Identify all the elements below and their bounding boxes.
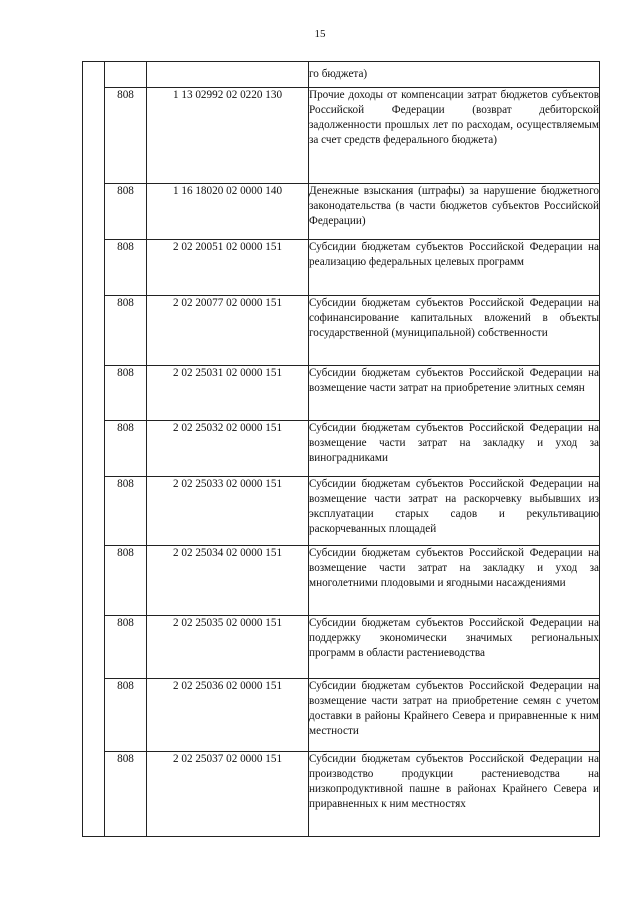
table-row: [83, 421, 600, 477]
page-number: 15: [314, 28, 326, 40]
table-row: [83, 752, 600, 837]
table-row: [83, 88, 600, 184]
revenue-code-cell: 2 02 25035 02 0000 151: [147, 616, 309, 679]
description-cell: Субсидии бюджетам субъектов Российской Федерации на возмещение части затрат на раскорчевку выбывших из эксплуатации старых садов и рекультивацию раскорчеванных площадей: [309, 477, 600, 546]
description-cell: Прочие доходы от компенсации затрат бюджетов субъектов Российской Федерации (возврат дебиторской задолженности прошлых лет по расходам, осуществляемым за счет средств федерального бюджета): [309, 88, 600, 184]
description-cell: Субсидии бюджетам субъектов Российской Федерации на возмещение части затрат на закладку и уход за виноградниками: [309, 421, 600, 477]
admin-code-cell: 808: [105, 184, 147, 240]
description-cell: Субсидии бюджетам субъектов Российской Федерации на возмещение части затрат на приобретение элитных семян: [309, 366, 600, 421]
table-row: [83, 240, 600, 296]
revenue-code-cell: 2 02 20051 02 0000 151: [147, 240, 309, 296]
description-cell: го бюджета): [309, 62, 600, 88]
admin-code-cell: 808: [105, 421, 147, 477]
admin-code-cell: [105, 62, 147, 88]
table-row-continuation: [83, 62, 600, 88]
table-row: [83, 546, 600, 616]
description-cell: Субсидии бюджетам субъектов Российской Федерации на возмещение части затрат на приобретение семян с учетом доставки в районы Крайнего Севера и приравненные к ним местности: [309, 679, 600, 752]
table-row: [83, 366, 600, 421]
revenue-code-cell: 2 02 25032 02 0000 151: [147, 421, 309, 477]
admin-code-cell: 808: [105, 296, 147, 366]
revenue-code-cell: 2 02 25037 02 0000 151: [147, 752, 309, 837]
admin-code-cell: 808: [105, 240, 147, 296]
table-row: [83, 184, 600, 240]
description-cell: Субсидии бюджетам субъектов Российской Федерации на реализацию федеральных целевых программ: [309, 240, 600, 296]
revenue-code-cell: [147, 62, 309, 88]
description-cell: Субсидии бюджетам субъектов Российской Федерации на поддержку экономически значимых региональных программ в области растениеводства: [309, 616, 600, 679]
admin-code-cell: 808: [105, 546, 147, 616]
table-row: [83, 616, 600, 679]
admin-code-cell: 808: [105, 752, 147, 837]
table-row: [83, 477, 600, 546]
revenue-code-cell: 2 02 25033 02 0000 151: [147, 477, 309, 546]
revenue-code-cell: 2 02 25034 02 0000 151: [147, 546, 309, 616]
revenue-code-cell: 1 16 18020 02 0000 140: [147, 184, 309, 240]
revenue-code-cell: 1 13 02992 02 0220 130: [147, 88, 309, 184]
description-cell: Денежные взыскания (штрафы) за нарушение бюджетного законодательства (в части бюджетов субъектов Российской Федерации): [309, 184, 600, 240]
revenue-code-cell: 2 02 25031 02 0000 151: [147, 366, 309, 421]
table-row: [83, 296, 600, 366]
blank-cell: [83, 62, 105, 837]
revenue-code-cell: 2 02 25036 02 0000 151: [147, 679, 309, 752]
description-cell: Субсидии бюджетам субъектов Российской Федерации на возмещение части затрат на закладку и уход за многолетними плодовыми и ягодными насаждениями: [309, 546, 600, 616]
revenue-code-cell: 2 02 20077 02 0000 151: [147, 296, 309, 366]
admin-code-cell: 808: [105, 88, 147, 184]
description-cell: Субсидии бюджетам субъектов Российской Федерации на софинансирование капитальных вложений в объекты государственной (муниципальной) собственности: [309, 296, 600, 366]
table-row: [83, 679, 600, 752]
admin-code-cell: 808: [105, 616, 147, 679]
admin-code-cell: 808: [105, 679, 147, 752]
admin-code-cell: 808: [105, 366, 147, 421]
budget-classification-table: [82, 61, 600, 837]
description-cell: Субсидии бюджетам субъектов Российской Федерации на производство продукции растениеводства на низкопродуктивной пашне в районах Крайнего Севера и приравненных к ним местностях: [309, 752, 600, 837]
admin-code-cell: 808: [105, 477, 147, 546]
